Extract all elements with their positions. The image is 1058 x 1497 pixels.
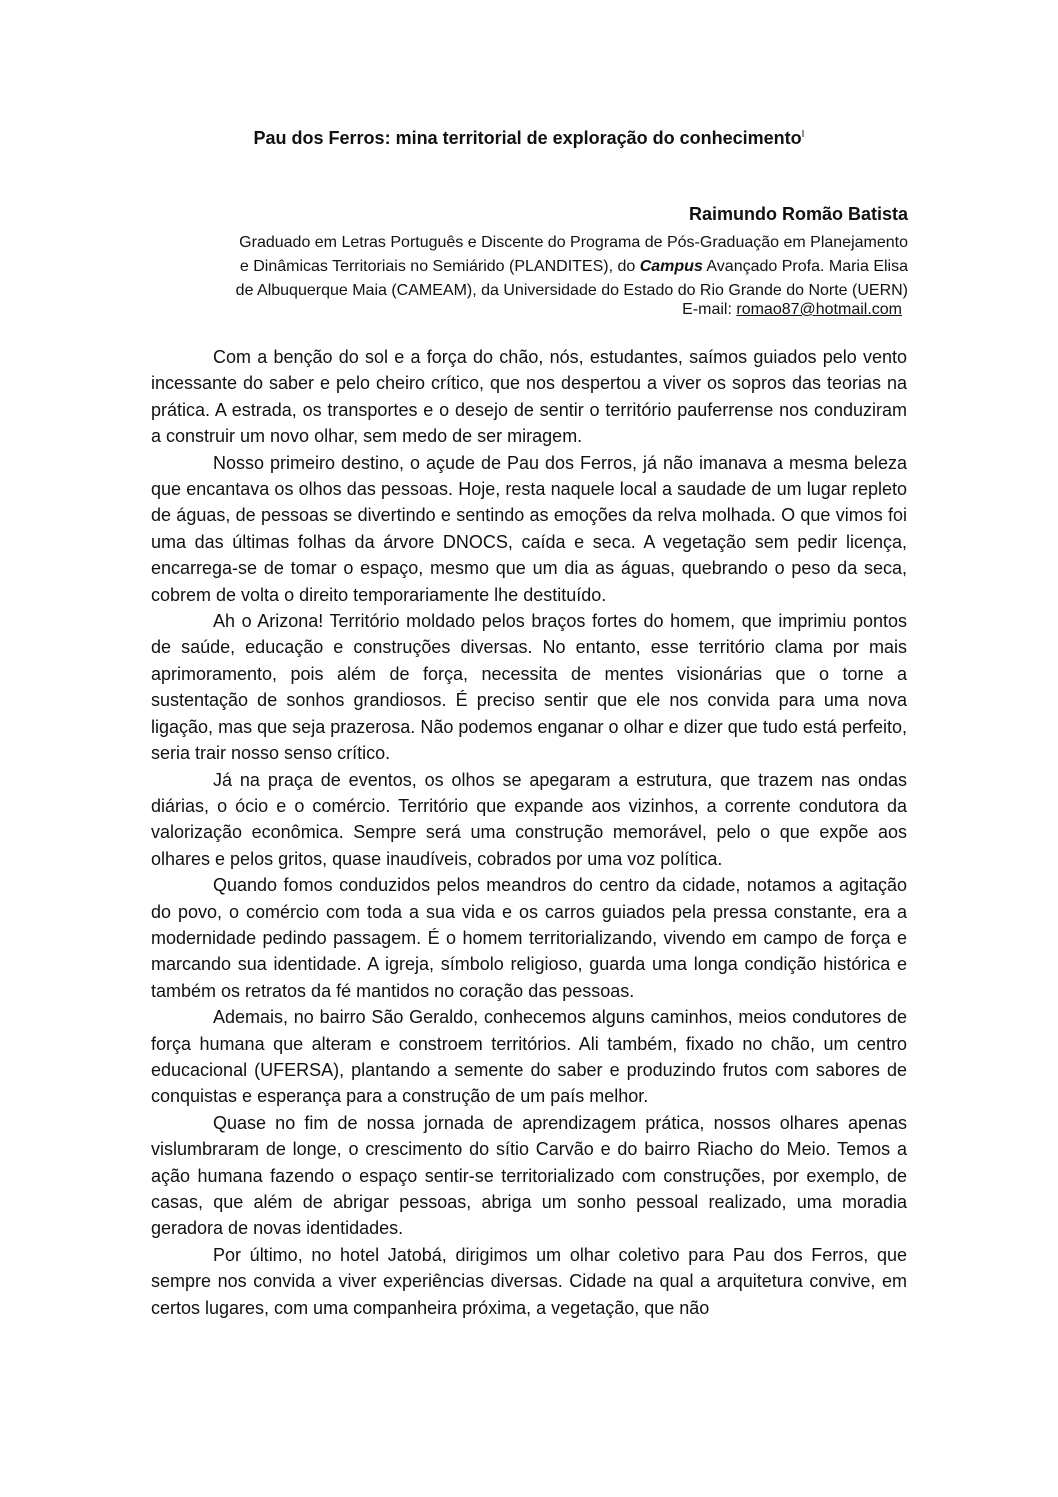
paragraph: Por último, no hotel Jatobá, dirigimos um olhar coletivo para Pau dos Ferros, que sempre nos convida a viver experiências diversas. Cidade na qual a arquitetura convive, em certos lugares, com uma companheira próxima, a vegetação, que não [151,1244,907,1318]
paragraph: Já na praça de eventos, os olhos se apegaram a estrutura, que trazem nas ondas diárias, o ócio e o comércio. Território que expande aos vizinhos, a corrente condutora da valorização econômica. Sempre será uma construção memorável, pelo o que expõe aos olhares e pelos gritos, quase inaudíveis, cobrados por uma voz política. [151,769,907,869]
title-footnote-marker: I [801,129,805,140]
email-link[interactable]: romao87@hotmail.com [736,301,902,318]
paragraph: Quando fomos conduzidos pelos meandros do centro da cidade, notamos a agitação do povo, o comércio com toda a sua vida e os carros guiados pela pressa constante, era a modernidade pedindo passagem. É o homem territorializando, vivendo em campo de força e marcando sua identidade. A igreja, símbolo religioso, guarda uma longa condição histórica e também os retratos da fé mantidos no coração das pessoas. [151,875,907,1001]
document-body [151,344,907,1321]
author-affiliation [148,231,908,303]
paragraph: Ademais, no bairro São Geraldo, conhecemos alguns caminhos, meios condutores de força humana que alteram e constroem territórios. Ali também, fixado no chão, um centro educacional (UFERSA), plantando a semente do saber e produzindo frutos com sabores de conquistas e esperança para a construção de um país melhor. [151,1007,907,1107]
email-row [682,301,902,319]
paragraph: Nosso primeiro destino, o açude de Pau dos Ferros, já não imanava a mesma beleza que encantava os olhos das pessoas. Hoje, resta naquele local a saudade de um lugar repleto de águas, de pessoas se divertindo e sentindo as emoções da relva molhada. O que vimos foi uma das últimas folhas da árvore DNOCS, caída e seca. A vegetação sem pedir licença, encarrega-se de tomar o espaço, mesmo que um dia as águas, quebrando o peso da seca, cobrem de volta o direito temporariamente lhe destituído. [151,452,907,605]
title-text: Pau dos Ferros: mina territorial de exploração do conhecimento [253,128,802,148]
document-title [0,128,1058,149]
affiliation-line-1: Graduado em Letras Português e Discente do Programa de Pós-Graduação em Planejamento [239,234,908,251]
affiliation-line-2-start: e Dinâmicas Territoriais no Semiárido (PLANDITES), do [239,258,640,275]
affiliation-line-2 [148,255,908,279]
paragraph: Quase no fim de nossa jornada de aprendizagem prática, nossos olhares apenas vislumbraram de longe, o crescimento do sítio Carvão e do bairro Riacho do Meio. Temos a ação humana fazendo o espaço sentir-se territorializado com construções, por exemplo, de casas, que além de abrigar pessoas, abriga um sonho pessoal realizado, uma moradia geradora de novas identidades. [151,1112,907,1239]
affiliation-line-2-end: Avançado Profa. Maria Elisa [702,258,908,275]
affiliation-campus-italic: Campus [639,258,703,275]
author-name: Raimundo Romão Batista [688,204,908,224]
paragraph: Com a benção do sol e a força do chão, nós, estudantes, saímos guiados pelo vento incessante do saber e pelo cheiro crítico, que nos despertou a viver os sopros das teorias na prática. A estrada, os transportes e o desejo de sentir o território pauferrense nos conduziram a construir um novo olhar, sem medo de ser miragem. [151,347,907,447]
email-label: E-mail: [682,301,737,318]
affiliation-line-3: de Albuquerque Maia (CAMEAM), da Universidade do Estado do Rio Grande do Norte (UERN) [235,282,908,299]
paragraph: Ah o Arizona! Território moldado pelos braços fortes do homem, que imprimiu pontos de saúde, educação e construções diversas. No entanto, esse território clama por mais aprimoramento, pois além de força, necessita de mentes visionárias que o torne a sustentação de sonhos grandiosos. É preciso sentir que ele nos convida para uma nova ligação, mas que seja prazerosa. Não podemos enganar o olhar e dizer que tudo está perfeito, seria trair nosso senso crítico. [151,611,907,764]
